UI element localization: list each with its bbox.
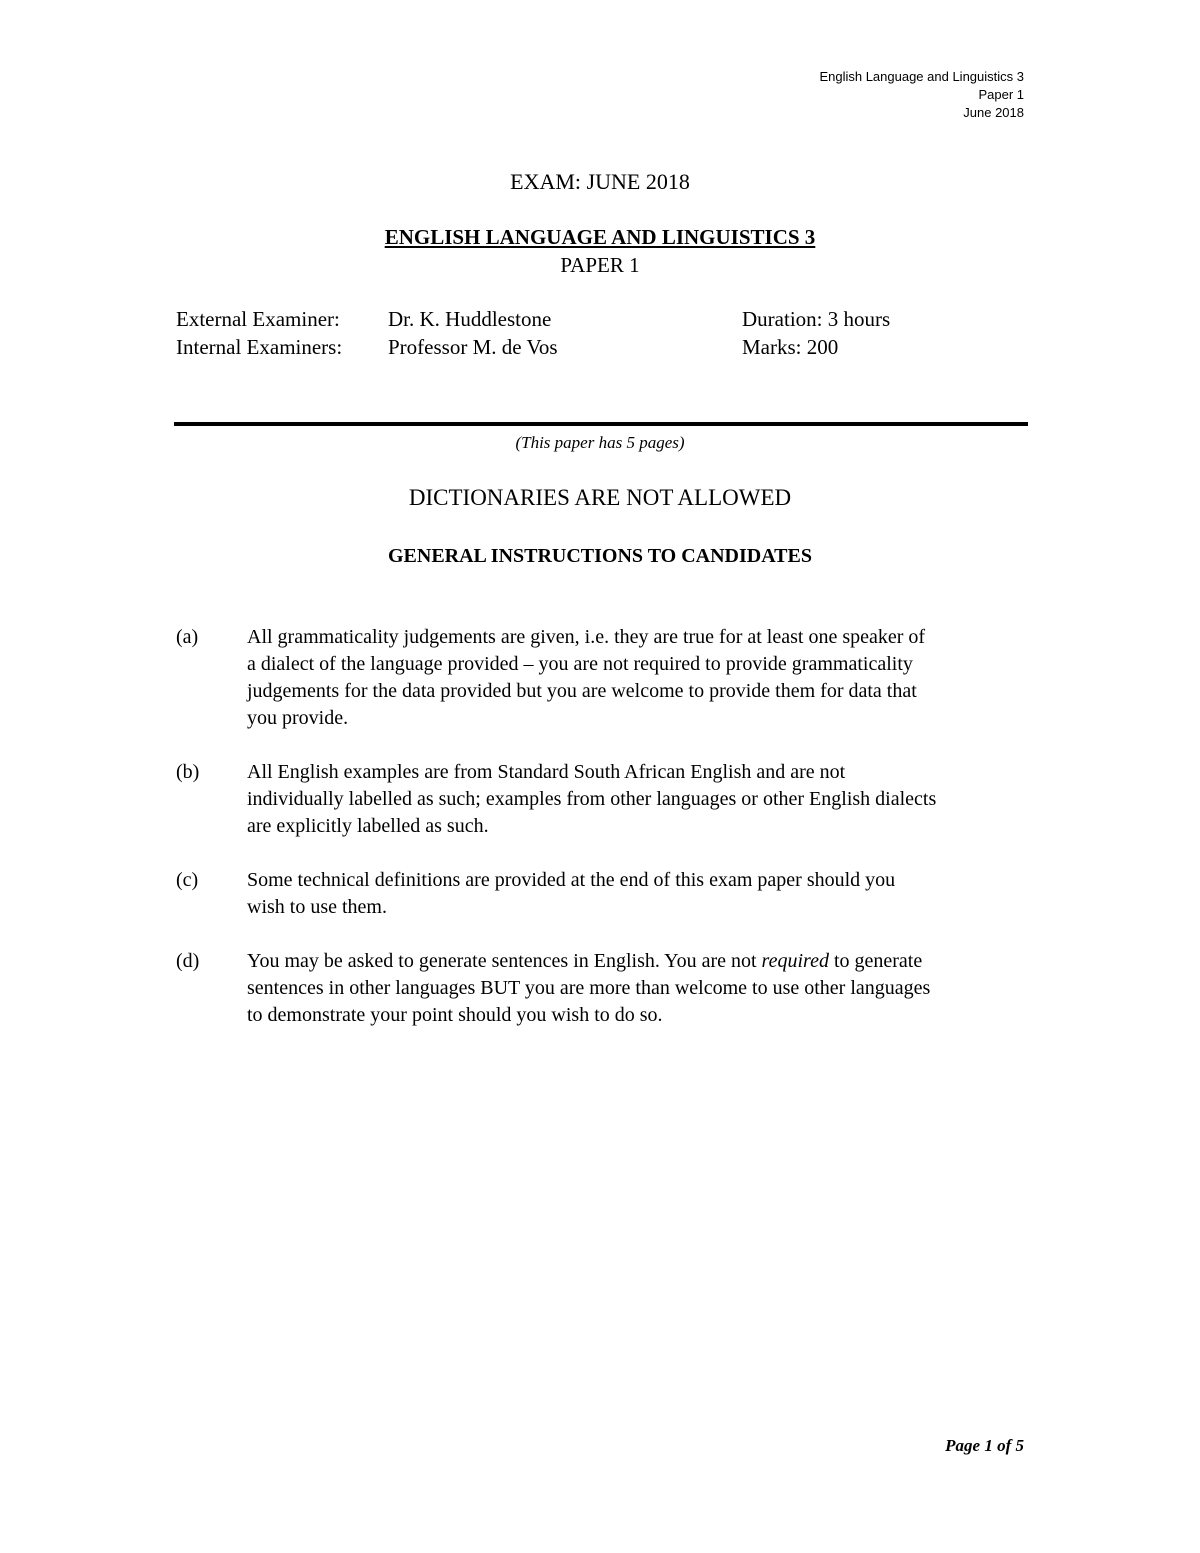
instruction-text-part: to generate sentences in other languages BUT you are more than welcome to use other languages to demonstrate your point should you wish to do so. <box>247 950 931 1026</box>
exam-line: EXAM: JUNE 2018 <box>510 169 690 194</box>
instruction-text: Some technical definitions are provided at the end of this exam paper should you wish to use them. <box>247 869 896 918</box>
instruction-label: (c) <box>176 869 199 891</box>
external-examiner-row <box>176 305 1036 333</box>
instruction-label: (a) <box>176 626 199 648</box>
instruction-item <box>176 867 937 921</box>
instruction-item <box>176 948 937 1029</box>
header-paper: Paper 1 <box>978 87 1024 102</box>
internal-examiners-label: Internal Examiners: <box>176 335 343 359</box>
page-number: Page 1 of 5 <box>945 1436 1024 1455</box>
examiners-block <box>176 305 1036 361</box>
external-examiner-label: External Examiner: <box>176 307 340 331</box>
horizontal-rule <box>174 422 1028 426</box>
instruction-label: (d) <box>176 950 200 972</box>
instruction-text-part: You may be asked to generate sentences in English. You are not <box>247 950 762 972</box>
dictionaries-notice: DICTIONARIES ARE NOT ALLOWED <box>408 485 792 510</box>
instructions-heading: GENERAL INSTRUCTIONS TO CANDIDATES <box>387 545 812 567</box>
duration: Duration: 3 hours <box>742 307 891 331</box>
instruction-item <box>176 759 937 840</box>
instruction-text <box>247 948 937 1029</box>
external-examiner-name: Dr. K. Huddlestone <box>388 307 552 331</box>
instruction-emphasis: required <box>761 950 829 972</box>
header-date: June 2018 <box>963 105 1024 120</box>
course-title-text: ENGLISH LANGUAGE AND LINGUISTICS 3 <box>384 225 816 249</box>
instructions-list <box>176 624 1036 1056</box>
instruction-text: All grammaticality judgements are given, i.e. they are true for at least one speaker of a dialect of the language provided – you are not required to provide grammaticality judgements for the data provided but you are welcome to provide them for data that you provide. <box>247 626 926 729</box>
course-title <box>0 225 1200 250</box>
pages-note: (This paper has 5 pages) <box>515 433 685 452</box>
running-header <box>819 68 1024 122</box>
instruction-label: (b) <box>176 761 200 783</box>
header-course: English Language and Linguistics 3 <box>819 69 1024 84</box>
marks: Marks: 200 <box>742 335 839 359</box>
internal-examiners-name: Professor M. de Vos <box>388 335 558 359</box>
instruction-item <box>176 624 937 732</box>
paper-line: PAPER 1 <box>560 253 640 277</box>
instruction-text: All English examples are from Standard South African English and are not individually labelled as such; examples from other languages or other English dialects are explicitly labelled as such. <box>247 761 937 837</box>
internal-examiners-row <box>176 333 1036 361</box>
